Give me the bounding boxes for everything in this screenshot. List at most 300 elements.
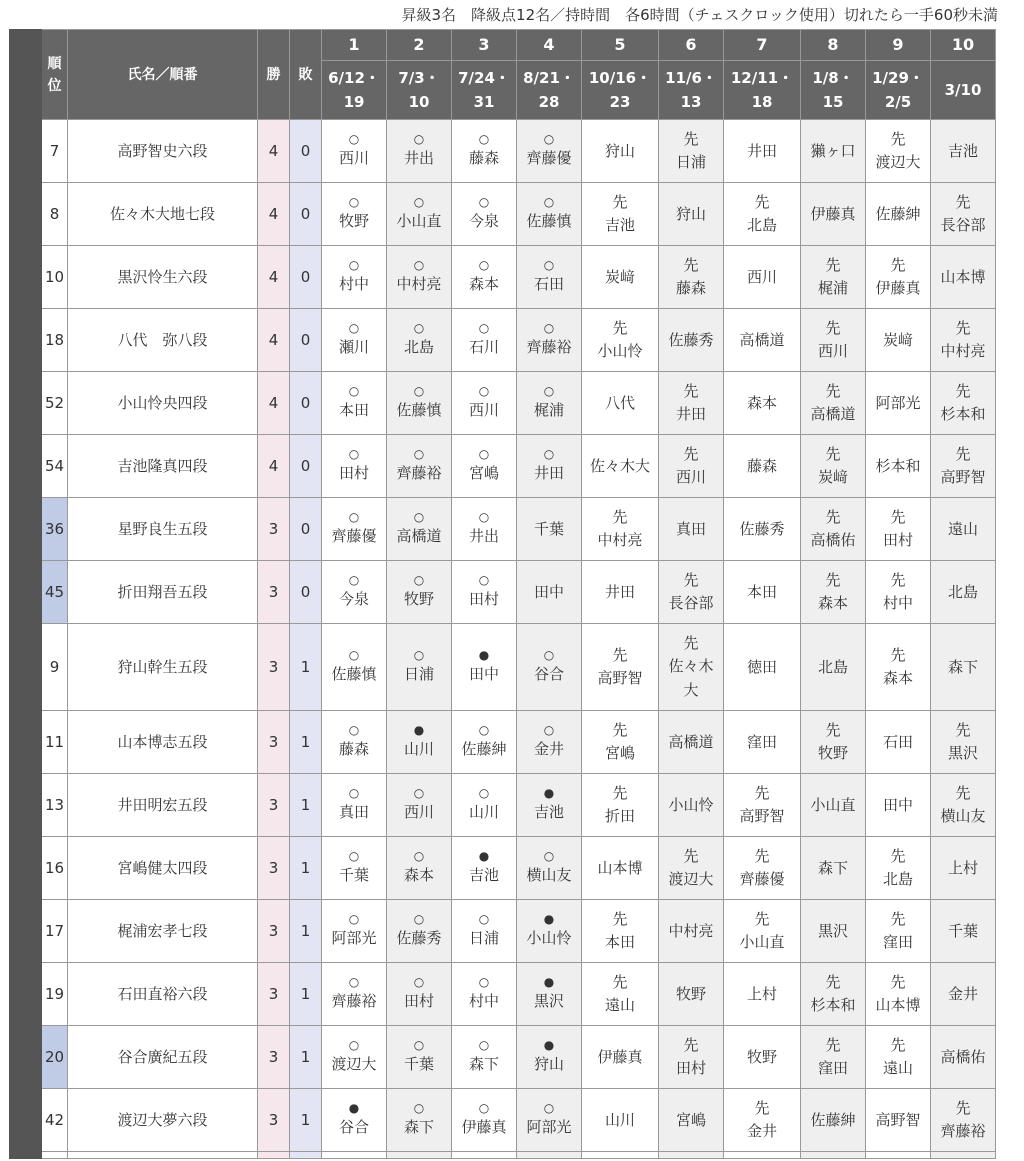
opponent-name[interactable]: 小山直: [810, 796, 856, 814]
game-cell: [659, 774, 724, 837]
game-cell: [517, 837, 582, 900]
opponent-name[interactable]: 長谷部: [668, 594, 714, 612]
opponent-name[interactable]: 山本博: [940, 268, 986, 286]
opponent-name[interactable]: 杉本和: [810, 996, 856, 1014]
opponent-name[interactable]: 高橋佑: [940, 1048, 986, 1066]
player-name[interactable]: 黒沢怜生六段: [68, 246, 258, 309]
round-number: 4: [517, 30, 582, 61]
win-marker: ○: [543, 195, 555, 209]
opponent-name[interactable]: 田村: [338, 464, 369, 482]
opponent-name[interactable]: 牧野: [746, 1048, 777, 1066]
first-move-marker: 先: [890, 256, 906, 274]
wins-cell: 4: [258, 309, 290, 372]
opponent-name[interactable]: 田中: [468, 665, 499, 683]
game-cell: [387, 498, 452, 561]
game-cell: [322, 900, 387, 963]
opponent-name[interactable]: 西川: [675, 468, 706, 486]
opponent-name[interactable]: 佐藤秀: [739, 520, 785, 538]
opponent-name[interactable]: 小山直: [396, 212, 442, 230]
first-move-marker: 先: [612, 784, 628, 802]
loss-marker: ●: [413, 723, 425, 737]
game-cell: [582, 774, 659, 837]
opponent-name[interactable]: 獺ヶ口: [810, 142, 856, 160]
win-marker: ○: [543, 723, 555, 737]
wins-cell: 4: [258, 372, 290, 435]
table-row: [10, 711, 996, 774]
opponent-name[interactable]: 藤森: [338, 740, 369, 758]
opponent-name[interactable]: 齊藤裕: [331, 992, 377, 1010]
opponent-name[interactable]: 西川: [403, 803, 434, 821]
opponent-name[interactable]: 千葉: [338, 866, 369, 884]
opponent-name[interactable]: 横山友: [526, 866, 572, 884]
opponent-name[interactable]: 齊藤裕: [526, 338, 572, 356]
opponent-name[interactable]: 梶浦: [817, 279, 848, 297]
opponent-name[interactable]: 石川: [468, 338, 499, 356]
opponent-name[interactable]: 炭﨑: [604, 268, 635, 286]
opponent-name[interactable]: 吉池: [468, 866, 499, 884]
game-cell: [387, 837, 452, 900]
win-marker: ○: [348, 912, 360, 926]
player-name[interactable]: 狩山幹生五段: [68, 624, 258, 711]
opponent-name[interactable]: 中村亮: [396, 275, 442, 293]
opponent-name[interactable]: 井田: [604, 583, 635, 601]
opponent-name[interactable]: 山川: [403, 740, 434, 758]
opponent-name[interactable]: 牧野: [675, 985, 706, 1003]
table-row: [10, 183, 996, 246]
opponent-name[interactable]: 佐藤紳: [461, 740, 507, 758]
first-move-marker: 先: [612, 721, 628, 739]
opponent-name[interactable]: 伊藤真: [810, 205, 856, 223]
opponent-name[interactable]: 炭﨑: [817, 468, 848, 486]
opponent-name[interactable]: 瀬川: [338, 338, 369, 356]
game-cell: [517, 435, 582, 498]
opponent-name[interactable]: 佐藤秀: [668, 331, 714, 349]
opponent-name[interactable]: 窪田: [882, 933, 913, 951]
opponent-name[interactable]: 森本: [468, 275, 499, 293]
opponent-name[interactable]: 森下: [468, 1055, 499, 1073]
gutter-cell: [10, 963, 42, 1026]
opponent-name[interactable]: 村中: [338, 275, 369, 293]
gutter-cell: [10, 1026, 42, 1089]
opponent-name[interactable]: 今泉: [338, 590, 369, 608]
opponent-name[interactable]: 高野智: [875, 1111, 921, 1129]
player-name[interactable]: 吉池隆真四段: [68, 435, 258, 498]
opponent-name[interactable]: 杉本和: [940, 405, 986, 423]
player-name[interactable]: 八代 弥八段: [68, 309, 258, 372]
win-marker: ○: [413, 321, 425, 335]
opponent-name[interactable]: 本田: [338, 401, 369, 419]
game-cell: [322, 372, 387, 435]
win-marker: ○: [413, 849, 425, 863]
game-cell: [517, 183, 582, 246]
gutter-cell: [10, 183, 42, 246]
opponent-name[interactable]: 高橋道: [810, 405, 856, 423]
opponent-name[interactable]: 田村: [675, 1059, 706, 1077]
opponent-name[interactable]: 井田: [675, 405, 706, 423]
wins-cell: 3: [258, 1026, 290, 1089]
opponent-name[interactable]: 西川: [338, 149, 369, 167]
partial-cell: [866, 1152, 931, 1159]
game-cell: [931, 561, 996, 624]
game-cell: [582, 561, 659, 624]
opponent-name[interactable]: 中村亮: [668, 922, 714, 940]
opponent-name[interactable]: 千葉: [947, 922, 978, 940]
opponent-name[interactable]: 山本博: [597, 859, 643, 877]
opponent-name[interactable]: 山川: [468, 803, 499, 821]
opponent-name[interactable]: 井田: [533, 464, 564, 482]
opponent-name[interactable]: 佐藤慎: [526, 212, 572, 230]
loss-marker: ●: [543, 975, 555, 989]
table-body: [10, 120, 996, 1159]
opponent-name[interactable]: 北島: [817, 658, 848, 676]
opponent-name[interactable]: 阿部光: [526, 1118, 572, 1136]
win-marker: ○: [543, 1101, 555, 1115]
opponent-name[interactable]: 森本: [746, 394, 777, 412]
game-cell: [517, 774, 582, 837]
player-name[interactable]: 石田直裕六段: [68, 963, 258, 1026]
opponent-name[interactable]: 黒沢: [817, 922, 848, 940]
game-cell: [866, 435, 931, 498]
win-marker: ○: [478, 573, 490, 587]
wins-cell: 3: [258, 1089, 290, 1152]
first-move-marker: 先: [825, 382, 841, 400]
opponent-name[interactable]: 吉池: [533, 803, 564, 821]
opponent-name[interactable]: 石田: [882, 733, 913, 751]
opponent-name[interactable]: 石田: [533, 275, 564, 293]
opponent-name[interactable]: 真田: [675, 520, 706, 538]
opponent-name[interactable]: 杉本和: [875, 457, 921, 475]
rank-cell: 20: [42, 1026, 68, 1089]
opponent-name[interactable]: 高橋佑: [810, 531, 856, 549]
opponent-name[interactable]: 真田: [338, 803, 369, 821]
opponent-name[interactable]: 西川: [468, 401, 499, 419]
game-cell: [866, 711, 931, 774]
opponent-name[interactable]: 佐藤慎: [396, 401, 442, 419]
game-cell: [387, 309, 452, 372]
opponent-name[interactable]: 本田: [604, 933, 635, 951]
round-date: 12/11・ 18: [724, 61, 801, 120]
opponent-name[interactable]: 森下: [817, 859, 848, 877]
table-row: [10, 309, 996, 372]
opponent-name[interactable]: 佐藤紳: [875, 205, 921, 223]
opponent-name[interactable]: 牧野: [403, 590, 434, 608]
opponent-name[interactable]: 窪田: [746, 733, 777, 751]
opponent-name[interactable]: 上村: [746, 985, 777, 1003]
game-cell: [582, 837, 659, 900]
opponent-name[interactable]: 井出: [468, 527, 499, 545]
game-cell: [582, 711, 659, 774]
opponent-name[interactable]: 北島: [403, 338, 434, 356]
rank-cell: 54: [42, 435, 68, 498]
game-cell: [387, 624, 452, 711]
opponent-name[interactable]: 北島: [882, 870, 913, 888]
game-cell: [659, 435, 724, 498]
opponent-name[interactable]: 上村: [947, 859, 978, 877]
game-cell: [452, 774, 517, 837]
game-cell: [387, 1026, 452, 1089]
round-date: 1/8・ 15: [801, 61, 866, 120]
opponent-name[interactable]: 村中: [468, 992, 499, 1010]
opponent-name[interactable]: 高野智: [739, 807, 785, 825]
game-cell: [931, 624, 996, 711]
game-cell: [931, 900, 996, 963]
partial-cell: [387, 1152, 452, 1159]
opponent-name[interactable]: 高橋道: [668, 733, 714, 751]
opponent-name[interactable]: 田中: [882, 796, 913, 814]
opponent-name[interactable]: 小山怜: [597, 342, 643, 360]
wins-cell: 4: [258, 246, 290, 309]
partial-cell: [322, 1152, 387, 1159]
opponent-name[interactable]: 齊藤優: [526, 149, 572, 167]
opponent-name[interactable]: 齊藤裕: [940, 1122, 986, 1140]
first-move-marker: 先: [683, 634, 699, 652]
table-row: [10, 900, 996, 963]
win-marker: ○: [348, 786, 360, 800]
opponent-name[interactable]: 千葉: [403, 1055, 434, 1073]
losses-cell: 1: [290, 774, 322, 837]
player-name[interactable]: 渡辺大夢六段: [68, 1089, 258, 1152]
gutter-cell: [10, 624, 42, 711]
game-cell: [517, 1026, 582, 1089]
opponent-name[interactable]: 今泉: [468, 212, 499, 230]
opponent-name[interactable]: 千葉: [533, 520, 564, 538]
opponent-name[interactable]: 谷合: [533, 665, 564, 683]
opponent-name[interactable]: 小山直: [739, 933, 785, 951]
win-marker: ○: [413, 1038, 425, 1052]
win-marker: ○: [478, 384, 490, 398]
opponent-name[interactable]: 金井: [533, 740, 564, 758]
opponent-name[interactable]: 渡辺大: [331, 1055, 377, 1073]
table-row: [10, 963, 996, 1026]
opponent-name[interactable]: 伊藤真: [597, 1048, 643, 1066]
opponent-name[interactable]: 北島: [746, 216, 777, 234]
player-name[interactable]: 宮嶋健太四段: [68, 837, 258, 900]
first-move-marker: 先: [612, 646, 628, 664]
game-cell: [866, 183, 931, 246]
opponent-name[interactable]: 徳田: [746, 658, 777, 676]
first-move-marker: 先: [612, 193, 628, 211]
opponent-name[interactable]: 黒沢: [533, 992, 564, 1010]
opponent-name[interactable]: 森本: [817, 594, 848, 612]
opponent-name[interactable]: 西川: [746, 268, 777, 286]
opponent-name[interactable]: 高橋道: [396, 527, 442, 545]
opponent-name[interactable]: 遠山: [947, 520, 978, 538]
first-move-marker: 先: [825, 508, 841, 526]
opponent-name[interactable]: 高野智: [597, 669, 643, 687]
game-cell: [724, 183, 801, 246]
game-cell: [322, 435, 387, 498]
win-marker: ○: [348, 510, 360, 524]
first-move-marker: 先: [754, 1099, 770, 1117]
opponent-name[interactable]: 佐藤慎: [331, 665, 377, 683]
rank-cell: 36: [42, 498, 68, 561]
opponent-name[interactable]: 北島: [947, 583, 978, 601]
win-marker: ○: [413, 975, 425, 989]
player-name[interactable]: 山本博志五段: [68, 711, 258, 774]
opponent-name[interactable]: 中村亮: [940, 342, 986, 360]
opponent-name[interactable]: 吉池: [604, 216, 635, 234]
opponent-name[interactable]: 森本: [882, 669, 913, 687]
round-number: 1: [322, 30, 387, 61]
opponent-name[interactable]: 齊藤裕: [396, 464, 442, 482]
opponent-name[interactable]: 梶浦: [533, 401, 564, 419]
opponent-name[interactable]: 高橋道: [739, 331, 785, 349]
game-cell: [931, 963, 996, 1026]
round-date: 10/16・ 23: [582, 61, 659, 120]
opponent-name[interactable]: 吉池: [947, 142, 978, 160]
opponent-name[interactable]: 井田: [746, 142, 777, 160]
wins-cell: 3: [258, 774, 290, 837]
partial-cell: [452, 1152, 517, 1159]
game-cell: [322, 498, 387, 561]
win-marker: ○: [413, 1101, 425, 1115]
game-cell: [387, 774, 452, 837]
opponent-name[interactable]: 藤森: [746, 457, 777, 475]
opponent-name[interactable]: 伊藤真: [875, 279, 921, 297]
first-move-marker: 先: [890, 1036, 906, 1054]
game-cell: [801, 774, 866, 837]
table-row: [10, 498, 996, 561]
opponent-name[interactable]: 牧野: [338, 212, 369, 230]
game-cell: [659, 561, 724, 624]
first-move-marker: 先: [754, 193, 770, 211]
loss-marker: ●: [348, 1101, 360, 1115]
opponent-name[interactable]: 八代: [604, 394, 635, 412]
wins-cell: 3: [258, 900, 290, 963]
game-cell: [387, 711, 452, 774]
opponent-name[interactable]: 佐藤紳: [810, 1111, 856, 1129]
opponent-name[interactable]: 高野智: [940, 468, 986, 486]
opponent-name[interactable]: 横山友: [940, 807, 986, 825]
game-cell: [517, 309, 582, 372]
wins-cell: 4: [258, 435, 290, 498]
first-move-marker: 先: [890, 646, 906, 664]
opponent-name[interactable]: 宮嶋: [468, 464, 499, 482]
opponent-name[interactable]: 井出: [403, 149, 434, 167]
win-marker: ○: [543, 258, 555, 272]
opponent-name[interactable]: 日浦: [675, 153, 706, 171]
opponent-name[interactable]: 渡辺大: [668, 870, 714, 888]
opponent-name[interactable]: 黒沢: [947, 744, 978, 762]
win-marker: ○: [348, 258, 360, 272]
opponent-name[interactable]: 阿部光: [875, 394, 921, 412]
game-cell: [931, 435, 996, 498]
player-name[interactable]: 谷合廣紀五段: [68, 1026, 258, 1089]
game-cell: [452, 120, 517, 183]
opponent-name[interactable]: 藤森: [468, 149, 499, 167]
game-cell: [866, 900, 931, 963]
opponent-name[interactable]: 田村: [468, 590, 499, 608]
opponent-name[interactable]: 齊藤優: [739, 870, 785, 888]
opponent-name[interactable]: 佐々木大: [589, 457, 650, 475]
partial-cell: [68, 1152, 258, 1159]
opponent-name[interactable]: 小山怜: [668, 796, 714, 814]
win-marker: ○: [413, 447, 425, 461]
opponent-name[interactable]: 谷合: [338, 1118, 369, 1136]
win-marker: ○: [543, 321, 555, 335]
opponent-name[interactable]: 折田: [604, 807, 635, 825]
opponent-name[interactable]: 遠山: [604, 996, 635, 1014]
opponent-name[interactable]: 西川: [817, 342, 848, 360]
player-name[interactable]: 梶浦宏孝七段: [68, 900, 258, 963]
game-cell: [801, 309, 866, 372]
rank-cell: 42: [42, 1089, 68, 1152]
opponent-name[interactable]: 森本: [403, 866, 434, 884]
game-cell: [322, 711, 387, 774]
opponent-name[interactable]: 牧野: [817, 744, 848, 762]
opponent-name[interactable]: 長谷部: [940, 216, 986, 234]
game-cell: [801, 561, 866, 624]
player-name[interactable]: 井田明宏五段: [68, 774, 258, 837]
wins-cell: 3: [258, 963, 290, 1026]
player-name[interactable]: 高野智史六段: [68, 120, 258, 183]
rank-cell: 45: [42, 561, 68, 624]
opponent-name[interactable]: 小山怜: [526, 929, 572, 947]
opponent-name[interactable]: 森下: [947, 658, 978, 676]
win-marker: ○: [348, 447, 360, 461]
opponent-name[interactable]: 遠山: [882, 1059, 913, 1077]
game-cell: [517, 624, 582, 711]
player-name[interactable]: 星野良生五段: [68, 498, 258, 561]
opponent-name[interactable]: 狩山: [675, 205, 706, 223]
opponent-name[interactable]: 田村: [403, 992, 434, 1010]
opponent-name[interactable]: 宮嶋: [604, 744, 635, 762]
game-cell: [659, 246, 724, 309]
game-cell: [452, 711, 517, 774]
opponent-name[interactable]: 日浦: [468, 929, 499, 947]
opponent-name[interactable]: 金井: [947, 985, 978, 1003]
win-marker: ○: [348, 384, 360, 398]
rank-cell: 11: [42, 711, 68, 774]
opponent-name[interactable]: 日浦: [403, 665, 434, 683]
opponent-name[interactable]: 狩山: [604, 142, 635, 160]
opponent-name[interactable]: 伊藤真: [461, 1118, 507, 1136]
opponent-name[interactable]: 宮嶋: [675, 1111, 706, 1129]
opponent-name[interactable]: 中村亮: [597, 531, 643, 549]
first-move-marker: 先: [683, 382, 699, 400]
opponent-name[interactable]: 佐々木 大: [668, 657, 714, 699]
opponent-name[interactable]: 齊藤優: [331, 527, 377, 545]
win-marker: ○: [478, 912, 490, 926]
opponent-name[interactable]: 田中: [533, 583, 564, 601]
player-name[interactable]: 小山怜央四段: [68, 372, 258, 435]
game-cell: [931, 711, 996, 774]
first-move-marker: 先: [890, 130, 906, 148]
opponent-name[interactable]: 渡辺大: [875, 153, 921, 171]
game-cell: [517, 561, 582, 624]
player-name[interactable]: 佐々木大地七段: [68, 183, 258, 246]
losses-cell: 1: [290, 624, 322, 711]
opponent-name[interactable]: 窪田: [817, 1059, 848, 1077]
opponent-name[interactable]: 狩山: [533, 1055, 564, 1073]
opponent-name[interactable]: 山本博: [875, 996, 921, 1014]
win-marker: ○: [413, 195, 425, 209]
game-cell: [582, 624, 659, 711]
opponent-name[interactable]: 金井: [746, 1122, 777, 1140]
opponent-name[interactable]: 佐藤秀: [396, 929, 442, 947]
opponent-name[interactable]: 田村: [882, 531, 913, 549]
opponent-name[interactable]: 藤森: [675, 279, 706, 297]
opponent-name[interactable]: 森下: [403, 1118, 434, 1136]
opponent-name[interactable]: 本田: [746, 583, 777, 601]
first-move-marker: 先: [955, 721, 971, 739]
rank-cell: 13: [42, 774, 68, 837]
opponent-name[interactable]: 炭﨑: [882, 331, 913, 349]
opponent-name[interactable]: 村中: [882, 594, 913, 612]
opponent-name[interactable]: 阿部光: [331, 929, 377, 947]
player-name[interactable]: 折田翔吾五段: [68, 561, 258, 624]
opponent-name[interactable]: 山川: [604, 1111, 635, 1129]
